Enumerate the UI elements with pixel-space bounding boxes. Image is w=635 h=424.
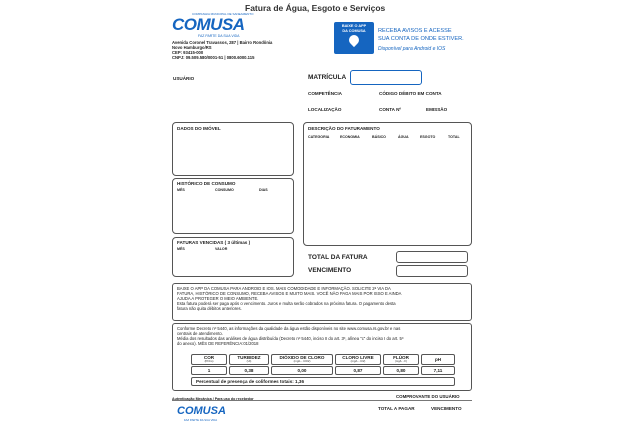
param-value-turbidez <box>229 366 269 375</box>
app-badge <box>334 22 374 54</box>
param-value: 7,11 <box>433 368 443 373</box>
param-name: COR <box>203 355 215 360</box>
param-header-dioxido <box>271 354 333 365</box>
vencimento-box <box>396 265 468 277</box>
col-total: TOTAL <box>448 135 460 139</box>
param-value: 0,00 <box>297 368 307 373</box>
param-header-fluor <box>383 354 419 365</box>
hist-col-dias: DIAS <box>259 188 268 192</box>
footer-vencimento-label: VENCIMENTO <box>431 406 462 411</box>
param-value: 1 <box>207 368 211 373</box>
param-unit: (mg/L - ClO2) <box>293 359 311 363</box>
col-basico: BÁSICO <box>372 135 386 139</box>
app-promo-line-1: RECEBA AVISOS E ACESSE <box>378 28 452 34</box>
param-name: FLÚOR <box>393 355 409 360</box>
logo-tagline: FAZ PARTE DA SUA VIDA <box>198 34 240 38</box>
historico-consumo-box <box>172 178 294 234</box>
matricula-label: MATRÍCULA <box>308 74 347 81</box>
col-esgoto: ESGOTO <box>420 135 436 139</box>
col-agua: ÁGUA <box>398 135 409 139</box>
quality-intro-2: centrais de atendimento. <box>177 331 223 336</box>
dados-imovel-box <box>172 122 294 176</box>
param-value-cor <box>191 366 227 375</box>
comusa-logo: COMUSA <box>172 15 245 34</box>
app-availability: Disponível para Android e IOS <box>378 46 446 52</box>
param-value: 0,87 <box>353 368 363 373</box>
app-badge-line-1: BAIXE O APP <box>341 24 367 28</box>
comprovante-label: COMPROVANTE DO USUÁRIO <box>396 394 460 399</box>
total-pagar-label: TOTAL A PAGAR <box>378 406 415 411</box>
coliform-row <box>191 377 455 386</box>
message-line-2: FATURA, HISTÓRICO DE CONSUMO, RECEBA AVISOS E MUITO MAIS. VOCÊ NÃO PAGA MAIS POR ISSO E AINDA <box>177 291 402 296</box>
param-name: pH <box>434 357 442 362</box>
historico-title: HISTÓRICO DE CONSUMO <box>177 181 236 186</box>
param-unit: (mg/L - Cl2) <box>350 359 366 363</box>
param-unit: (mg/L - F) <box>394 359 408 363</box>
app-badge-line-2: DA COMUSA <box>342 28 366 33</box>
message-box <box>172 283 472 321</box>
param-header-cor <box>191 354 227 365</box>
param-value: 0,80 <box>396 368 406 373</box>
competencia-label: COMPETÊNCIA <box>308 91 342 96</box>
autenticacao-label: Autenticação Mecânica / Para uso do recebedor <box>172 397 254 401</box>
param-name: TURBIDEZ <box>237 355 261 360</box>
param-unit: (Pt/Co) <box>204 359 214 363</box>
footer-comusa-logo: COMUSA <box>177 405 226 417</box>
faturas-vencidas-box <box>172 237 294 277</box>
param-value: 0,38 <box>244 368 254 373</box>
param-header-turbidez <box>229 354 269 365</box>
param-value-cloro <box>335 366 381 375</box>
venc-col-mes: MÊS <box>177 247 185 251</box>
quality-box <box>172 323 472 391</box>
logo-company-name: COMPANHIA MUNICIPAL DE SANEAMENTO <box>192 12 254 16</box>
param-header-ph <box>421 354 455 365</box>
param-unit: (Ut) <box>246 359 252 363</box>
coliform-text: Percentual de presença de coliformes totais: 1,36 <box>196 379 304 384</box>
debito-label: CÓDIGO DÉBITO EM CONTA <box>379 91 442 96</box>
param-name: CLORO LIVRE <box>342 355 374 360</box>
app-promo-line-2: SUA CONTA DE ONDE ESTIVER. <box>378 36 464 42</box>
invoice-page <box>150 0 482 424</box>
quality-intro-3: Média dos resultados das análises de água distribuída (Decreto nº 5440, inciso II do art. 3º, alínea "c" do inciso I do art. 5º <box>177 336 404 341</box>
param-header-cloro <box>335 354 381 365</box>
quality-intro-1: Conforme Decreto nº 5440, as informações da qualidade da água estão disponíveis no site www.comusa.rs.gov.br e nas <box>177 326 401 331</box>
message-line-3: AJUDA A PROTEGER O MEIO AMBIENTE. <box>177 296 259 301</box>
vencidas-title: FATURAS VENCIDAS ( 3 últimas ) <box>177 240 251 245</box>
footer-logo-tagline: FAZ PARTE DA SUA VIDA <box>184 418 218 422</box>
emissao-label: EMISSÃO <box>426 107 448 112</box>
total-fatura-box <box>396 251 468 263</box>
param-name: DIÓXIDO DE CLORO <box>279 355 325 360</box>
param-value-dioxido <box>271 366 333 375</box>
cnpj-phone-line: CNPJ: 09.509.580/0001-51 | 0800.6000.115 <box>172 55 255 60</box>
message-line-5: fatura não quita débitos anteriores. <box>177 306 242 311</box>
venc-col-valor: VALOR <box>215 247 228 251</box>
col-categoria: CATEGORIA <box>308 135 330 139</box>
conta-label: CONTA Nº <box>379 107 402 112</box>
hist-col-consumo: CONSUMO <box>215 188 234 192</box>
localizacao-label: LOCALIZAÇÃO <box>308 107 342 112</box>
address-line-1: Avenida Coronel Travassos, 287 | Bairro Rondônia <box>172 40 273 45</box>
matricula-box <box>350 70 422 85</box>
quality-intro-4: do anexo). MÊS DE REFERÊNCIA:01/2018 <box>177 341 259 346</box>
col-economia: ECONOMIA <box>340 135 360 139</box>
message-line-1: BAIXE O APP DA COMUSA PARA ANDROID E IOS. MAIS COMODIDADE E INFORMAÇÃO. SOLICITE 2ª VIA DA <box>177 286 391 291</box>
param-value-fluor <box>383 366 419 375</box>
address-line-2: Novo Hamburgo/RS <box>172 45 212 50</box>
water-drop-icon <box>347 33 361 47</box>
dados-imovel-title: DADOS DO IMÓVEL <box>177 126 221 131</box>
document-title: Fatura de Água, Esgoto e Serviços <box>245 3 386 13</box>
vencimento-label: VENCIMENTO <box>308 267 352 274</box>
message-line-4: Esta fatura poderá ser paga após o vencimento. Juros e multa serão cobrados na próxima fatura. O pagamento desta <box>177 301 396 306</box>
address-line-3: CEP: 93415-000 <box>172 50 204 55</box>
hist-col-mes: MÊS <box>177 188 185 192</box>
param-value-ph <box>421 366 455 375</box>
descricao-title: DESCRIÇÃO DO FATURAMENTO <box>308 126 380 131</box>
descricao-faturamento-box <box>303 122 472 246</box>
total-fatura-label: TOTAL DA FATURA <box>308 254 368 261</box>
usuario-label: USUÁRIO <box>173 76 195 81</box>
